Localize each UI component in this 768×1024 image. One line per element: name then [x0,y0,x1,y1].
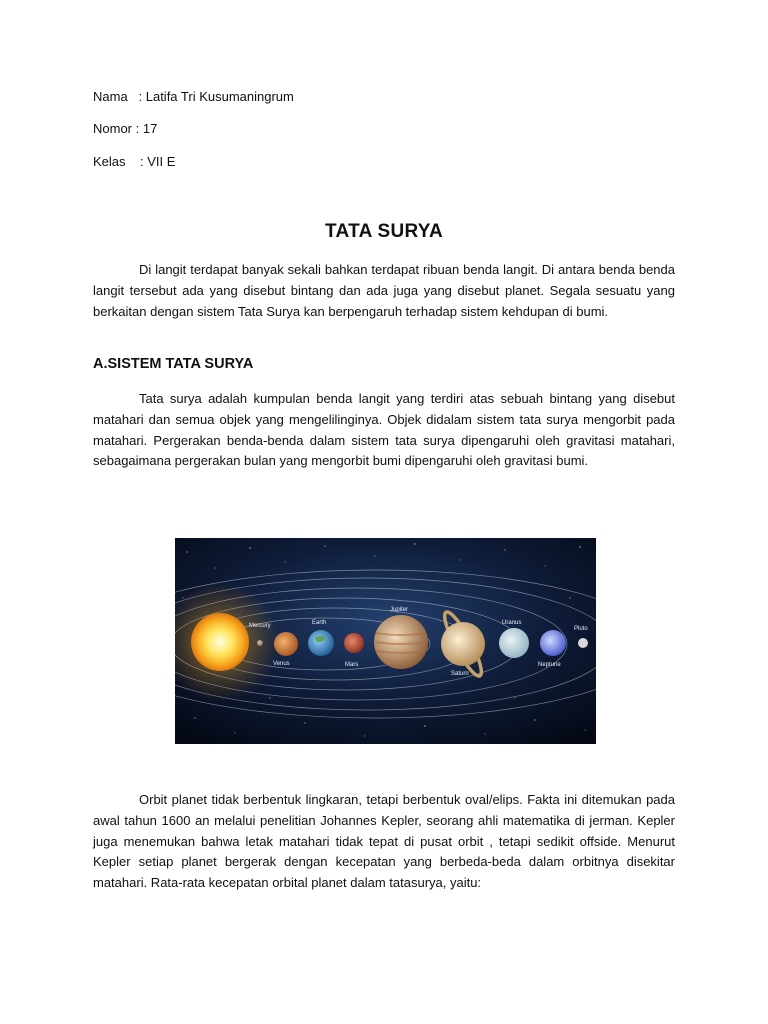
label-mars: Mars [345,662,359,668]
section-a-heading: A.SISTEM TATA SURYA [93,356,254,372]
label-earth: Earth [312,620,327,626]
label-uranus: Uranus [502,620,522,626]
sun-icon [191,613,249,671]
student-number-line: Nomor : 17 [93,121,158,136]
section-a-paragraph: Tata surya adalah kumpulan benda langit yang terdiri atas sebuah bintang yang disebut matahari dan semua objek yang mengelilinginya. Objek didalam sistem tata surya mengorbit pada matahari. Pergerakan benda-benda dalam sistem tata surya dipengaruhi oleh gravitasi matahari, sebagaimana pergerakan bulan yang mengorbit bumi dipengaruhi oleh gravitasi bumi. [93,391,675,469]
mercury-icon [257,640,263,646]
saturn-icon [441,622,485,666]
intro-paragraph: Di langit terdapat banyak sekali bahkan terdapat ribuan benda langit. Di antara benda benda langit tersebut ada yang disebut bintang dan ada juga yang disebut planet. Segala sesuatu yang berkaitan dengan sistem Tata Surya kan berpengaruh terhadap sistem kehdupan di bumi. [93,262,675,319]
neptune-icon [540,630,566,656]
label-neptune: Neptune [538,662,561,668]
student-class-line: Kelas : VII E [93,154,176,169]
solar-system-svg [175,538,596,744]
label-pluto: Pluto [574,626,588,632]
uranus-icon [499,628,529,658]
student-name-line: Nama : Latifa Tri Kusumaningrum [93,89,294,104]
label-saturn: Saturn [451,671,469,677]
label-venus: Venus [273,661,290,667]
label-jupiter: Jupiter [390,607,409,613]
pluto-icon [578,638,588,648]
document-title: TATA SURYA [324,221,444,242]
mars-icon [344,633,364,653]
earth-icon [308,630,334,656]
label-mercury: Mercury [249,623,271,629]
venus-icon [274,632,298,656]
orbit-paragraph: Orbit planet tidak berbentuk lingkaran, tetapi berbentuk oval/elips. Fakta ini ditemukan pada awal tahun 1600 an melalui penelitian Johannes Kepler, seorang ahli matematika di jerman. Kepler juga menemukan bahwa letak matahari tidak tepat di pusat orbit , tetapi sedikit offside. Menurut Kepler setiap planet bergerak dengan kecepatan yang berbeda-beda dalam orbitnya disekitar matahari. Rata-rata kecepatan orbital planet dalam tatasurya, yaitu: [93,792,675,891]
solar-system-illustration [175,538,596,744]
